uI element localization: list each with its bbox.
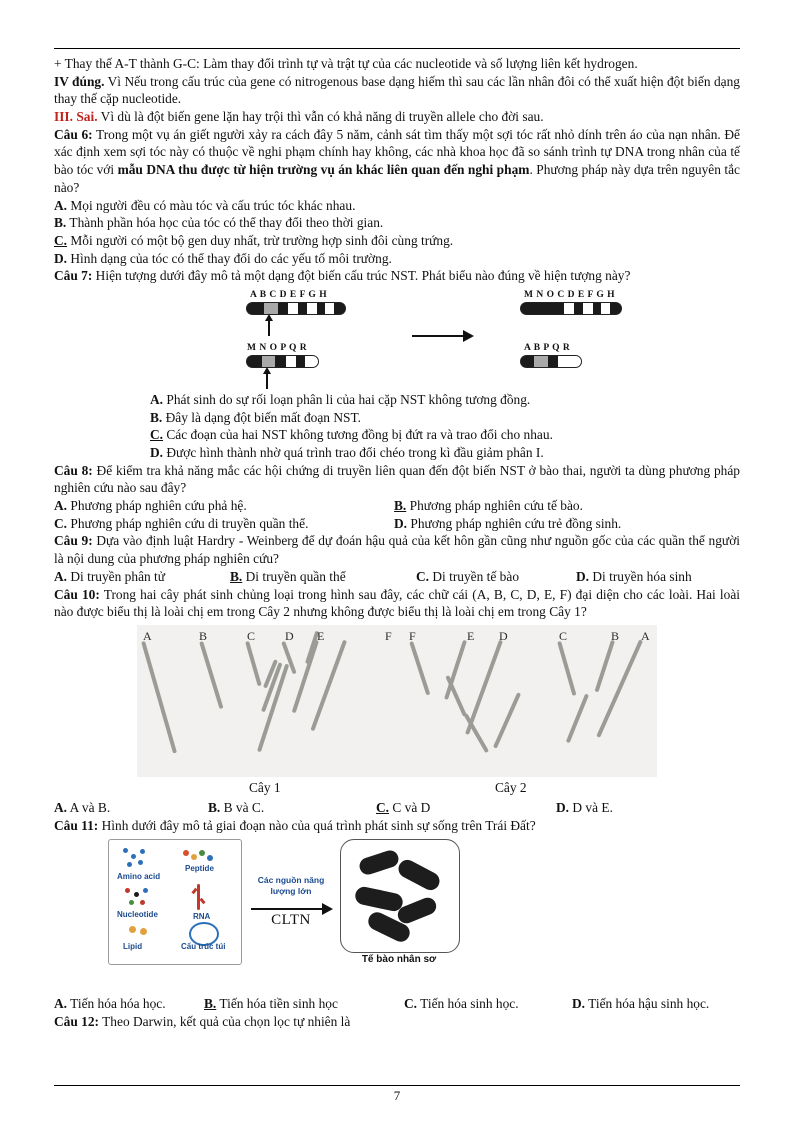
question-11-text: Hình dưới đây mô tả giai đoạn nào của quá trình phát sinh sự sống trên Trái Đất? xyxy=(98,817,536,833)
option-key: D. xyxy=(576,568,590,584)
intro-line-1: + Thay thế A-T thành G-C: Làm thay đổi trình tự và trật tự của các nucleotide và số lượng liên kết hydrogen. xyxy=(54,56,638,71)
intro-line-2 xyxy=(54,73,740,108)
tree1-branch xyxy=(199,641,223,709)
question-11-number: Câu 11: xyxy=(54,817,99,833)
tree2-tip-label-c: C xyxy=(559,628,568,643)
question-10-stem xyxy=(54,586,740,621)
option-key: C. xyxy=(416,568,430,584)
option-text: Đây là dạng đột biến mất đoạn NST. xyxy=(162,409,361,425)
tree2-tip-label-a: A xyxy=(641,628,651,643)
question-10-option-a xyxy=(54,799,208,817)
chromosome-segment xyxy=(520,302,540,315)
chromosome-segment xyxy=(540,302,554,315)
tree2-branch xyxy=(595,640,615,693)
option-key: D. xyxy=(556,799,570,815)
tree1-tip-label-a: A xyxy=(143,628,153,643)
figure-label-top-left: A B C D E F G H xyxy=(250,289,328,300)
question-8-option-a xyxy=(54,497,394,515)
option-text: Được hình thành nhờ quá trình trao đổi chéo trong kì đầu giảm phân I. xyxy=(163,445,544,460)
transition-arrow xyxy=(412,335,472,337)
chromosome-segment xyxy=(548,355,558,368)
question-9-number: Câu 9: xyxy=(54,533,93,549)
question-10-text: Trong hai cây phát sinh chủng loại trong hình sau đây, các chữ cái (A, B, C, D, E, F) đại diện cho các loài. Hai loài nào được biểu thị là loài chị em trong Cây 2 nhưng không được biểu thị là loài chị em trong Cây 1? xyxy=(54,586,741,620)
process-arrow xyxy=(251,908,331,910)
chromosome-translocation-figure xyxy=(54,289,740,389)
option-key: D. xyxy=(54,250,68,266)
molecule-dot xyxy=(131,854,136,859)
option-key: A. xyxy=(54,197,68,213)
question-9-option-d xyxy=(576,568,692,586)
chromosome-segment xyxy=(305,355,319,368)
chromosome-segment xyxy=(278,302,288,315)
question-9-option-b xyxy=(230,568,416,586)
molecule-dot xyxy=(123,848,128,853)
energy-sources-label: Các nguồn năng lượng lớn xyxy=(257,875,325,897)
question-11-stem xyxy=(54,817,740,835)
label-lipid: Lipid xyxy=(123,942,143,952)
option-key: D. xyxy=(572,996,586,1012)
chromosome-segment xyxy=(334,302,346,315)
tree2-branch xyxy=(409,641,430,695)
option-key: D. xyxy=(394,515,408,531)
option-key: B. xyxy=(208,799,221,815)
option-text: Phương pháp nghiên cứu di truyền quần thể. xyxy=(67,515,309,531)
question-7-stem xyxy=(54,267,740,285)
question-11-option-b xyxy=(204,995,404,1013)
intro-line-2-text: Vì Nếu trong cấu trúc của gene có nitrogenous base dạng hiếm thì sau các lần nhân đôi có thể xuất hiện đột biến dạng thay thế cặp nucleotide. xyxy=(54,73,740,107)
question-8-option-b xyxy=(394,497,583,515)
tree1-tip-label-b: B xyxy=(199,628,208,643)
tree2-branch xyxy=(493,692,521,748)
option-text: Tiến hóa hóa học. xyxy=(67,996,166,1012)
page-number: 7 xyxy=(393,1087,401,1103)
chromosome-bottom-right xyxy=(520,355,582,368)
option-key-selected: B. xyxy=(204,996,217,1012)
prokaryote-caption: Tế bào nhân sơ xyxy=(361,954,437,966)
question-10-number: Câu 10: xyxy=(54,586,100,602)
question-10-option-b xyxy=(208,799,376,817)
option-key: B. xyxy=(150,409,163,425)
question-8-number: Câu 8: xyxy=(54,462,93,478)
tree1-branch xyxy=(292,640,319,714)
tree-captions xyxy=(137,779,657,797)
tree2-branch xyxy=(557,641,576,696)
molecule-dot xyxy=(129,900,134,905)
tree2-tip-label-f: F xyxy=(409,628,417,643)
question-7-options xyxy=(150,391,740,462)
option-key: A. xyxy=(54,996,68,1012)
option-text: Phương pháp nghiên cứu trẻ đồng sinh. xyxy=(407,515,622,531)
option-text: B và C. xyxy=(220,799,265,815)
figure-label-bottom-right: A B P Q R xyxy=(524,342,571,353)
option-text: Phát sinh do sự rối loạn phân li của hai cặp NST không tương đồng. xyxy=(163,391,531,407)
origin-of-life-figure xyxy=(54,837,740,979)
option-key: A. xyxy=(54,498,68,514)
chromosome-segment xyxy=(574,302,583,315)
tree1-tip-label-e: E xyxy=(317,628,325,643)
figure-label-bottom-left: M N O P Q R xyxy=(247,342,308,353)
molecule-dot xyxy=(140,849,145,854)
question-12-text: Theo Darwin, kết quả của chọn lọc tự nhiên là xyxy=(99,1013,351,1029)
chromosome-segment xyxy=(288,302,298,315)
option-text: Di truyền phân tử xyxy=(67,568,166,584)
option-text: Phương pháp nghiên cứu phả hệ. xyxy=(67,498,247,514)
label-amino-acid: Amino acid xyxy=(117,872,161,882)
question-7-option-b xyxy=(150,409,740,427)
label-rna: RNA xyxy=(193,912,211,922)
chromosome-top-left xyxy=(246,302,346,315)
option-key: A. xyxy=(54,568,68,584)
prokaryote-panel xyxy=(340,839,460,953)
peptide-unit xyxy=(183,850,189,856)
option-text: Di truyền tế bào xyxy=(429,568,520,584)
option-text: Tiến hóa hậu sinh học. xyxy=(585,996,710,1012)
question-9-stem xyxy=(54,532,740,567)
chromosome-segment xyxy=(325,302,334,315)
option-text: Tiến hóa sinh học. xyxy=(417,996,519,1012)
question-7-option-d xyxy=(150,444,740,462)
chromosome-segment xyxy=(593,302,601,315)
chromosome-segment xyxy=(307,302,317,315)
question-6-option-b xyxy=(54,214,740,232)
option-text: D và E. xyxy=(569,799,613,815)
option-key: A. xyxy=(54,799,68,815)
question-11-option-d xyxy=(572,995,709,1013)
question-10-options xyxy=(54,799,740,817)
chromosome-segment xyxy=(610,302,622,315)
lipid-head xyxy=(129,926,136,933)
rna-strand xyxy=(197,884,200,910)
label-nucleotide: Nucleotide xyxy=(117,910,158,920)
label-vesicle: Cấu trúc túi xyxy=(181,942,226,952)
tree2-tip-label-d: D xyxy=(499,628,509,643)
question-6-text-2: . Phương pháp này dựa trên nguyên tắc nào? xyxy=(54,162,740,195)
energy-arrow-group xyxy=(246,875,336,930)
intro-line-3-label: III. Sai. xyxy=(54,109,98,125)
option-key: B. xyxy=(54,215,67,231)
figure-label-top-right: M N O C D E F G H xyxy=(524,289,616,300)
chromosome-segment xyxy=(317,302,325,315)
chromosome-segment xyxy=(558,355,568,368)
option-text: Tiến hóa tiền sinh học xyxy=(216,996,338,1012)
option-text: Hình dạng của tóc có thể thay đổi do các yếu tố môi trường. xyxy=(67,250,392,266)
bacterium-shape xyxy=(354,885,405,913)
question-7-option-c xyxy=(150,426,740,444)
tree1-tip-label-f: F xyxy=(385,628,393,643)
chromosome-segment xyxy=(298,302,307,315)
option-key-selected: B. xyxy=(230,568,243,584)
question-8-options-row-1 xyxy=(54,497,740,515)
intro-line-2-label: IV đúng. xyxy=(54,73,105,89)
tree2-tip-label-b: B xyxy=(611,628,620,643)
chromosome-segment xyxy=(568,355,582,368)
tree2-branch xyxy=(566,693,589,743)
question-8-options-row-2 xyxy=(54,515,740,533)
option-text: Các đoạn của hai NST không tương đồng bị đứt ra và trao đổi cho nhau. xyxy=(163,427,553,443)
tree2-caption: Cây 2 xyxy=(495,779,527,795)
option-text: Di truyền quần thể xyxy=(242,568,346,584)
chromosome-bottom-left xyxy=(246,355,319,368)
question-8-text: Để kiểm tra khả năng mắc các hội chứng di truyền liên quan đến đột biến NST ở bào thai, người ta dùng phương pháp nghiên cứu nào sau đây? xyxy=(54,462,740,496)
chromosome-top-right xyxy=(520,302,622,315)
molecule-dot xyxy=(138,860,143,865)
chromosome-segment xyxy=(246,302,264,315)
question-12-stem xyxy=(54,1013,740,1031)
question-7-number: Câu 7: xyxy=(54,268,93,284)
option-text: A và B. xyxy=(67,799,111,815)
cltn-label: CLTN xyxy=(271,911,311,928)
bacterium-shape xyxy=(357,848,400,877)
option-text: Mỗi người có một bộ gen duy nhất, trừ trường hợp sinh đôi cùng trứng. xyxy=(67,232,454,248)
chromosome-segment xyxy=(296,355,305,368)
chromosome-segment xyxy=(564,302,574,315)
question-9-options xyxy=(54,568,740,586)
rna-strand xyxy=(199,898,205,905)
option-text: Di truyền hóa sinh xyxy=(589,568,692,584)
peptide-unit xyxy=(207,855,213,861)
question-10-option-c xyxy=(376,799,556,817)
question-8-stem xyxy=(54,462,740,497)
option-key-selected: B. xyxy=(394,498,407,514)
option-key-selected: C. xyxy=(54,232,68,248)
chromosome-segment xyxy=(246,355,262,368)
tree1-branch xyxy=(141,641,177,754)
option-key: C. xyxy=(54,515,68,531)
chromosome-segment xyxy=(534,355,548,368)
peptide-unit xyxy=(199,850,205,856)
tree1-tip-label-d: D xyxy=(285,628,295,643)
question-6-option-d xyxy=(54,250,740,268)
question-11-options xyxy=(54,995,740,1013)
intro-line-3 xyxy=(54,108,740,126)
chromosome-segment xyxy=(520,355,534,368)
question-8-option-c xyxy=(54,515,394,533)
question-6-number: Câu 6: xyxy=(54,126,93,142)
option-key: A. xyxy=(150,391,164,407)
phylogenetic-trees-image xyxy=(137,625,657,777)
question-6-stem xyxy=(54,126,740,197)
question-6-option-a xyxy=(54,197,740,215)
footer-divider xyxy=(54,1085,740,1086)
option-key-selected: C. xyxy=(376,799,390,815)
question-10-option-d xyxy=(556,799,613,817)
question-11-option-c xyxy=(404,995,572,1013)
option-key: C. xyxy=(404,996,418,1012)
label-peptide: Peptide xyxy=(185,864,214,874)
molecule-dot xyxy=(143,888,148,893)
option-text: Thành phần hóa học của tóc có thể thay đổi theo thời gian. xyxy=(66,215,384,231)
bacterium-shape xyxy=(395,857,442,894)
question-12-number: Câu 12: xyxy=(54,1013,100,1029)
question-6-option-c xyxy=(54,232,740,250)
chromosome-segment xyxy=(554,302,564,315)
option-key: D. xyxy=(150,445,164,460)
prebiotic-molecules-panel xyxy=(108,839,242,965)
chromosome-segment xyxy=(275,355,286,368)
option-text: Mọi người đều có màu tóc và cấu trúc tóc khác nhau. xyxy=(67,197,356,213)
question-9-option-a xyxy=(54,568,230,586)
molecule-dot xyxy=(127,862,132,867)
molecule-dot xyxy=(140,900,145,905)
question-8-option-d xyxy=(394,515,621,533)
tree1-caption: Cây 1 xyxy=(249,779,281,795)
tree2-tip-label-e: E xyxy=(467,628,475,643)
chromosome-segment xyxy=(601,302,610,315)
molecule-dot xyxy=(125,888,130,893)
question-7-option-a xyxy=(150,391,740,409)
tree1-branch xyxy=(245,641,262,686)
tree2-branch xyxy=(596,639,643,737)
question-11-option-a xyxy=(54,995,204,1013)
chromosome-segment xyxy=(583,302,593,315)
option-text: C và D xyxy=(389,799,431,815)
intro-line-3-text: Vì dù là đột biến gene lặn hay trội thì vẫn có khả năng di truyền allele cho đời sau. xyxy=(97,109,544,125)
molecule-dot xyxy=(134,892,139,897)
chromosome-segment xyxy=(286,355,296,368)
option-text: Phương pháp nghiên cứu tế bào. xyxy=(406,498,583,514)
lipid-head xyxy=(140,928,147,935)
peptide-unit xyxy=(191,854,197,860)
question-7-text: Hiện tượng dưới đây mô tả một dạng đột biến cấu trúc NST. Phát biểu nào đúng về hiện tượng này? xyxy=(92,268,631,284)
tree1-tip-label-c: C xyxy=(247,628,256,643)
question-6-text-1: Trong một vụ án giết người xảy ra cách đây 5 năm, cảnh sát tìm thấy một sợi tóc rất nhỏ dính trên áo của nạn nhân. Để xác định xem sợi tóc này có thuộc về nghi phạm chính hay không, các nhà khoa học đã so sánh trình tự DNA trong nhân của tế bào tóc với xyxy=(54,126,740,178)
tree1-branch xyxy=(310,640,347,732)
header-divider xyxy=(54,48,740,49)
option-key-selected: C. xyxy=(150,427,164,443)
question-9-option-c xyxy=(416,568,576,586)
question-6-text-bold: mẫu DNA thu được từ hiện trường vụ án khác liên quan đến nghi phạm xyxy=(117,162,530,178)
question-9-text: Dựa vào định luật Hardry - Weinberg để dự đoán hậu quả của kết hôn gần cũng như nguồn gốc của các quần thể người là nội dung của phương pháp nghiên cứu? xyxy=(54,533,740,567)
